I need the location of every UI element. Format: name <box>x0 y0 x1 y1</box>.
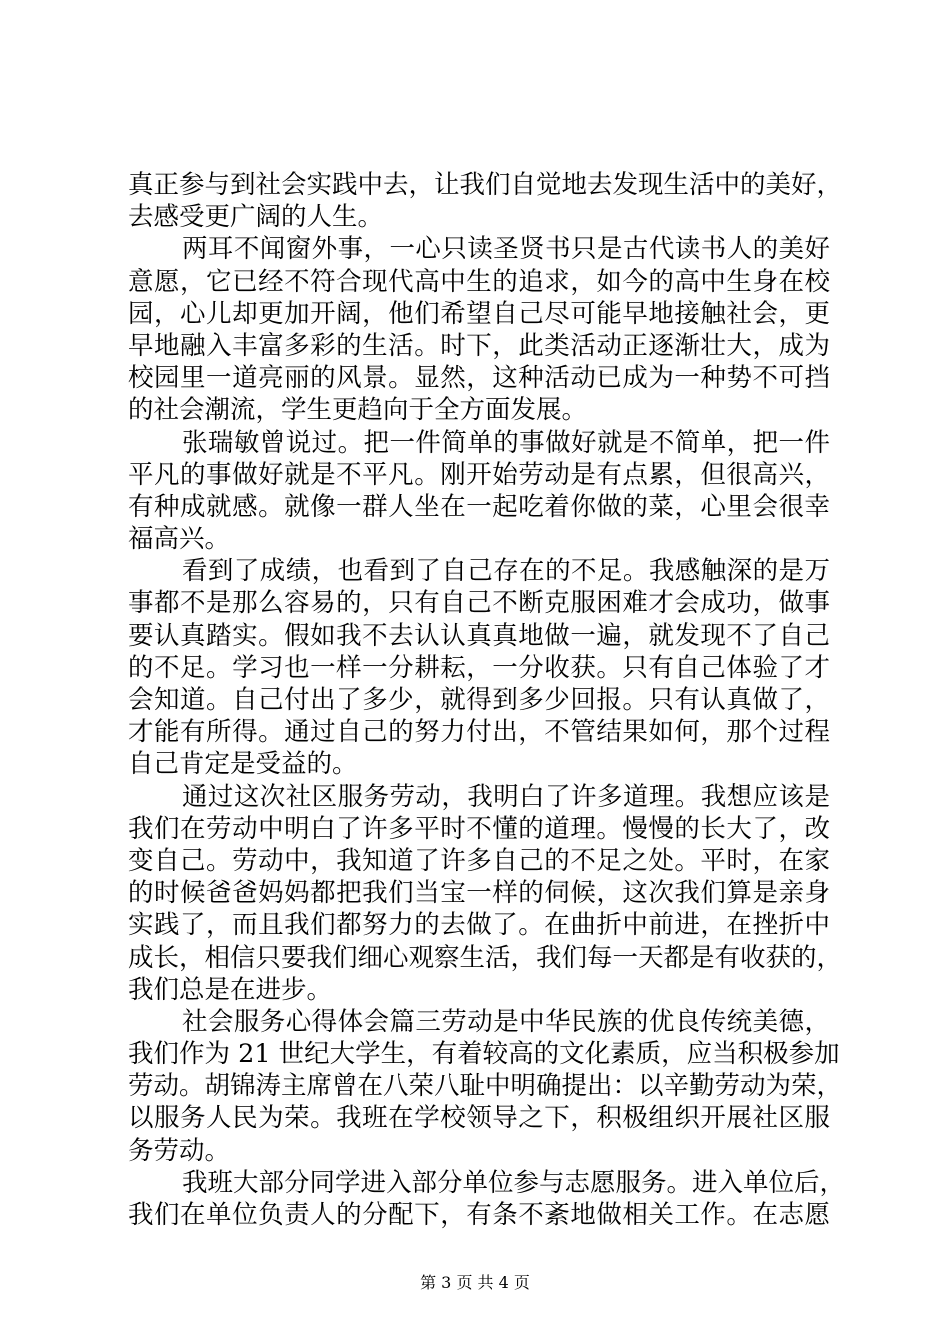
text-line: 我们总是在进步。 <box>128 974 333 1005</box>
text-line: 劳动。胡锦涛主席曾在八荣八耻中明确提出：以辛勤劳动为荣， <box>128 1071 843 1102</box>
text-line: 早地融入丰富多彩的生活。时下，此类活动正逐渐壮大，成为 <box>128 330 830 361</box>
text-line: 有种成就感。就像一群人坐在一起吃着你做的菜，心里会很幸 <box>128 491 830 522</box>
text-line: 校园里一道亮丽的风景。显然，这种活动已成为一种势不可挡 <box>128 363 830 394</box>
paragraph <box>128 555 830 780</box>
text-line: 的不足。学习也一样一分耕耘，一分收获。只有自己体验了才 <box>128 652 830 683</box>
text-line: 张瑞敏曾说过。把一件简单的事做好就是不简单，把一件 <box>182 427 830 458</box>
text-line: 实践了，而且我们都努力的去做了。在曲折中前进，在挫折中 <box>128 910 830 941</box>
text-line: 我们在单位负责人的分配下，有条不紊地做相关工作。在志愿 <box>128 1200 830 1230</box>
text-line: 真正参与到社会实践中去，让我们自觉地去发现生活中的美好， <box>128 170 843 200</box>
text-line: 我们在劳动中明白了许多平时不懂的道理。慢慢的长大了，改 <box>128 813 830 844</box>
text-line: 务劳动。 <box>128 1135 231 1166</box>
text-line: 平凡的事做好就是不平凡。刚开始劳动是有点累，但很高兴， <box>128 459 830 490</box>
paragraph <box>128 1167 846 1231</box>
text-line: 两耳不闻窗外事，一心只读圣贤书只是古代读书人的美好 <box>182 234 830 265</box>
text-line: 事都不是那么容易的，只有自己不断克服困难才会成功，做事 <box>128 588 830 619</box>
text-line: 成长，相信只要我们细心观察生活，我们每一天都是有收获的， <box>128 942 843 973</box>
text-line: 会知道。自己付出了多少，就得到多少回报。只有认真做了， <box>128 685 830 715</box>
paragraph <box>128 781 843 1006</box>
text-line: 园，心儿却更加开阔，他们希望自己尽可能早地接触社会，更 <box>128 298 830 329</box>
text-line: 以服务人民为荣。我班在学校领导之下，积极组织开展社区服 <box>128 1103 830 1134</box>
text-line: 变自己。劳动中，我知道了许多自己的不足之处。平时，在家 <box>128 845 830 876</box>
text-line: 福高兴。 <box>128 524 231 555</box>
text-line: 去感受更广阔的人生。 <box>128 202 384 233</box>
text-line: 的时候爸爸妈妈都把我们当宝一样的伺候，这次我们算是亲身 <box>128 878 830 909</box>
paragraph <box>128 169 843 233</box>
text-line: 自己肯定是受益的。 <box>128 749 358 780</box>
text-line: 看到了成绩，也看到了自己存在的不足。我感触深的是万 <box>182 556 830 587</box>
text-line: 意愿，它已经不符合现代高中生的追求，如今的高中生身在校 <box>128 266 830 297</box>
paragraph <box>128 427 830 556</box>
paragraph <box>128 233 830 426</box>
text-line: 才能有所得。通过自己的努力付出，不管结果如何，那个过程 <box>128 717 830 748</box>
text-line: 通过这次社区服务劳动，我明白了许多道理。我想应该是 <box>182 781 830 812</box>
page-footer: 第 3 页 共 4 页 <box>420 1273 530 1292</box>
text-line: 我们作为 21 世纪大学生，有着较高的文化素质，应当积极参加 <box>128 1039 840 1070</box>
paragraph <box>128 1006 843 1167</box>
text-line: 社会服务心得体会篇三劳动是中华民族的优良传统美德， <box>182 1006 830 1037</box>
text-line: 要认真踏实。假如我不去认认真真地做一遍，就发现不了自己 <box>128 620 830 651</box>
text-line: 我班大部分同学进入部分单位参与志愿服务。进入单位后， <box>182 1167 846 1198</box>
document-body <box>128 169 846 1231</box>
text-line: 的社会潮流，学生更趋向于全方面发展。 <box>128 395 588 426</box>
